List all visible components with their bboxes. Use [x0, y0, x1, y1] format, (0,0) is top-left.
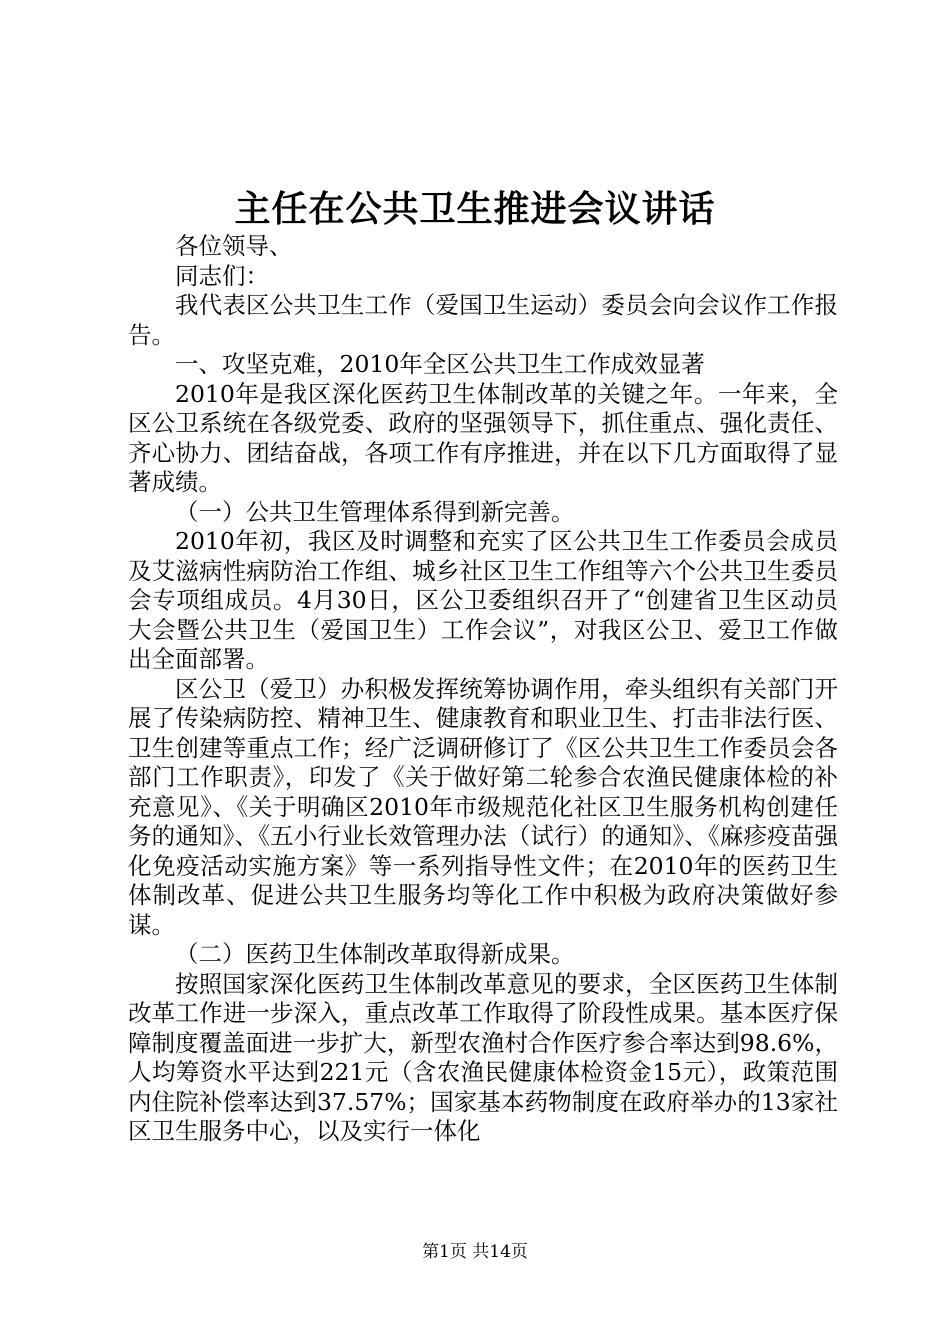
paragraph-overview: 2010年是我区深化医药卫生体制改革的关键之年。一年来，全区公卫系统在各级党委、政府的坚强领导下，抓住重点、强化责任、齐心协力、团结奋战，各项工作有序推进，并在以下几方面取得了显著成绩。	[128, 379, 838, 496]
document-title: 主任在公共卫生推进会议讲话	[234, 188, 716, 230]
paragraph-management: 2010年初，我区及时调整和充实了区公共卫生工作委员会成员及艾滋病性病防治工作组、城乡社区卫生工作组等六个公共卫生委员会专项组成员。4月30日，区公卫委组织召开了“创建省卫生区动员大会暨公共卫生（爱国卫生）工作会议”，对我区公卫、爱卫工作做出全面部署。	[128, 527, 838, 673]
paragraph-intro: 我代表区公共卫生工作（爱国卫生运动）委员会向会议作工作报告。	[128, 291, 838, 349]
subsection-heading-2: （二）医药卫生体制改革取得新成果。	[175, 940, 575, 968]
section-heading-1: 一、攻坚克难，2010年全区公共卫生工作成效显著	[175, 350, 705, 378]
subsection-heading-1: （一）公共卫生管理体系得到新完善。	[175, 497, 575, 526]
salutation-line-1: 各位领导、	[175, 232, 293, 260]
page-number-footer: 第1页 共14页	[422, 1242, 528, 1262]
document-body	[128, 232, 838, 1147]
paragraph-reform: 按照国家深化医药卫生体制改革意见的要求，全区医药卫生体制改革工作进一步深入，重点改革工作取得了阶段性成果。基本医疗保障制度覆盖面进一步扩大，新型农渔村合作医疗参合率达到98.6%，人均筹资水平达到221元（含农渔民健康体检资金15元），政策范围内住院补偿率达到37.57%；国家基本药物制度在政府举办的13家社区卫生服务中心，以及实行一体化	[128, 969, 838, 1145]
paragraph-coordination: 区公卫（爱卫）办积极发挥统筹协调作用，牵头组织有关部门开展了传染病防控、精神卫生、健康教育和职业卫生、打击非法行医、卫生创建等重点工作；经广泛调研修订了《区公共卫生工作委员会各部门工作职责》，印发了《关于做好第二轮参合农渔民健康体检的补充意见》、《关于明确区2010年市级规范化社区卫生服务机构创建任务的通知》、《五小行业长效管理办法（试行）的通知》、《麻疹疫苗强化免疫活动实施方案》等一系列指导性文件；在2010年的医药卫生体制改革、促进公共卫生服务均等化工作中积极为政府决策做好参谋。	[128, 674, 838, 939]
salutation-line-2: 同志们：	[175, 261, 269, 290]
